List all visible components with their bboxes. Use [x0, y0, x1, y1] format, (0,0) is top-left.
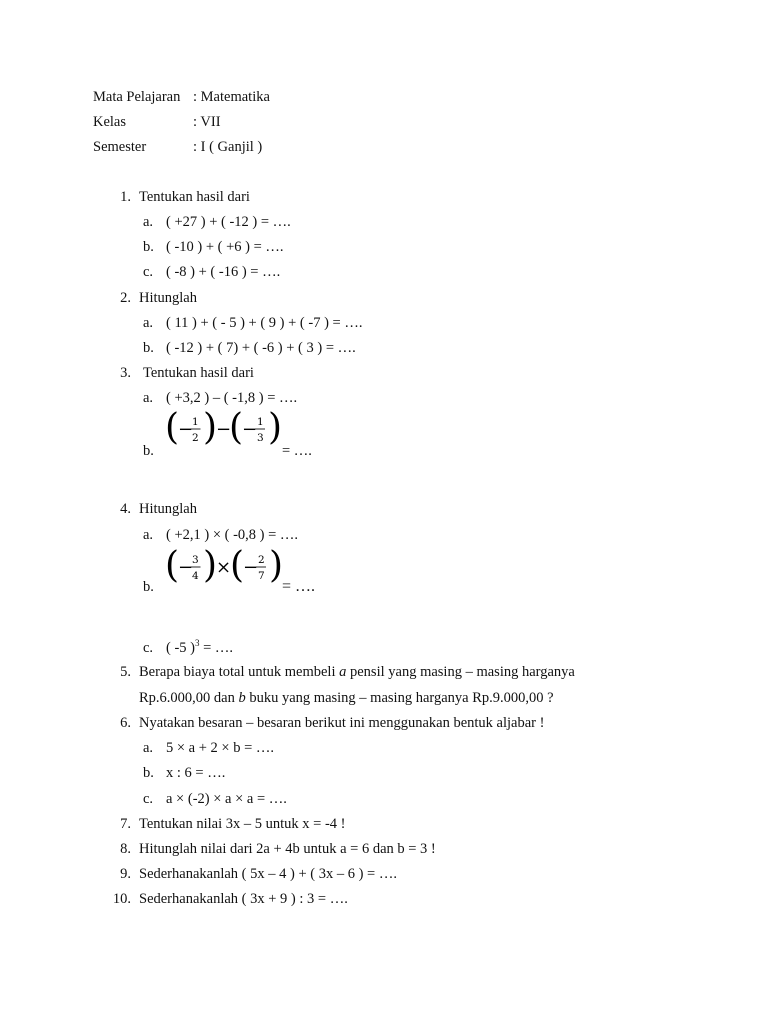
item-label: c. [143, 791, 154, 807]
fraction-numerator: 1 [257, 416, 264, 428]
question-number: 8. [120, 841, 131, 857]
item-expression: 5 × a + 2 × b = …. [166, 740, 275, 756]
item-label: b. [143, 579, 154, 595]
text-segment: Berapa biaya total untuk membeli [139, 664, 340, 680]
class-value: : VII [193, 114, 221, 130]
question-text: Sederhanakanlah ( 3x + 9 ) : 3 = …. [139, 891, 348, 907]
left-paren: ( [230, 546, 245, 586]
text-segment: Rp.6.000,00 dan [139, 690, 239, 706]
item-expression: ( 11 ) + ( - 5 ) + ( 9 ) + ( -7 ) = …. [166, 315, 363, 331]
operator: − [216, 419, 232, 440]
item-expression: a × (-2) × a × a = …. [166, 791, 287, 807]
question-number: 1. [120, 189, 131, 205]
item-label: a. [143, 527, 154, 543]
question-text-line [139, 689, 554, 707]
item-label: b. [143, 239, 154, 255]
fraction-expression [163, 546, 285, 588]
question-text: Hitunglah nilai dari 2a + 4b untuk a = 6 dan b = 3 ! [139, 841, 436, 857]
subject-label: Mata Pelajaran [93, 89, 181, 105]
question-number: 6. [120, 715, 131, 731]
text-segment: pensil yang masing – masing harganya [346, 664, 575, 680]
question-text: Hitunglah [139, 290, 197, 306]
item-equals: = …. [282, 578, 316, 595]
item-expression: ( -10 ) + ( +6 ) = …. [166, 239, 284, 255]
item-expression: ( -12 ) + ( 7) + ( -6 ) + ( 3 ) = …. [166, 340, 356, 356]
item-expression: ( -8 ) + ( -16 ) = …. [166, 264, 281, 280]
item-label: a. [143, 315, 154, 331]
semester-value: : I ( Ganjil ) [193, 139, 263, 155]
question-number: 2. [120, 290, 131, 306]
minus-sign: − [242, 419, 258, 440]
power-exponent: 3 [195, 638, 200, 648]
fraction-denominator: 7 [258, 570, 265, 582]
semester-label: Semester [93, 139, 147, 155]
item-expression: ( +27 ) + ( -12 ) = …. [166, 214, 291, 230]
fraction-denominator: 2 [192, 432, 199, 444]
operator: × [216, 557, 232, 578]
minus-sign: − [243, 557, 259, 578]
right-paren: ) [269, 546, 284, 586]
item-expression: x : 6 = …. [166, 765, 226, 781]
item-label: a. [143, 390, 154, 406]
question-text: Nyatakan besaran – besaran berikut ini menggunakan bentuk aljabar ! [139, 715, 545, 731]
question-number: 7. [120, 816, 131, 832]
variable: b [238, 690, 246, 706]
question-number: 9. [120, 866, 131, 882]
right-paren: ) [203, 546, 218, 586]
minus-sign: − [178, 557, 194, 578]
item-label: a. [143, 740, 154, 756]
question-text: Sederhanakanlah ( 5x – 4 ) + ( 3x – 6 ) = …. [139, 866, 397, 882]
left-paren: ( [165, 408, 180, 448]
question-text-line [139, 663, 575, 681]
fraction-denominator: 3 [257, 432, 264, 444]
power-equals: = …. [199, 640, 234, 656]
variable: a [339, 664, 347, 680]
item-equals: = …. [282, 443, 312, 459]
item-label: b. [143, 765, 154, 781]
item-label: b. [143, 443, 154, 459]
power-base: ( -5 ) [166, 640, 195, 656]
subject-value: : Matematika [193, 89, 270, 105]
item-expression: ( +3,2 ) – ( -1,8 ) = …. [166, 390, 298, 406]
item-label: b. [143, 340, 154, 356]
right-paren: ) [268, 408, 283, 448]
fraction-denominator: 4 [192, 570, 199, 582]
text-segment: buku yang masing – masing harganya Rp.9.000,00 ? [245, 690, 554, 706]
question-number: 5. [120, 664, 131, 680]
item-label: c. [143, 264, 154, 280]
fraction-numerator: 1 [192, 416, 199, 428]
item-label: c. [143, 640, 154, 656]
left-paren: ( [229, 408, 244, 448]
question-text: Hitunglah [139, 501, 197, 517]
question-text: Tentukan nilai 3x – 5 untuk x = -4 ! [139, 816, 346, 832]
item-expression [166, 639, 233, 657]
fraction-numerator: 3 [192, 554, 199, 566]
class-label: Kelas [93, 114, 127, 130]
fraction-expression [163, 408, 283, 450]
question-number: 4. [120, 501, 131, 517]
item-expression: ( +2,1 ) × ( -0,8 ) = …. [166, 527, 299, 543]
item-label: a. [143, 214, 154, 230]
minus-sign: − [178, 419, 194, 440]
question-number: 10. [112, 891, 131, 907]
fraction-numerator: 2 [258, 554, 265, 566]
right-paren: ) [203, 408, 218, 448]
question-number: 3. [120, 365, 131, 381]
left-paren: ( [165, 546, 180, 586]
question-text: Tentukan hasil dari [139, 189, 250, 205]
question-text: Tentukan hasil dari [143, 365, 254, 381]
